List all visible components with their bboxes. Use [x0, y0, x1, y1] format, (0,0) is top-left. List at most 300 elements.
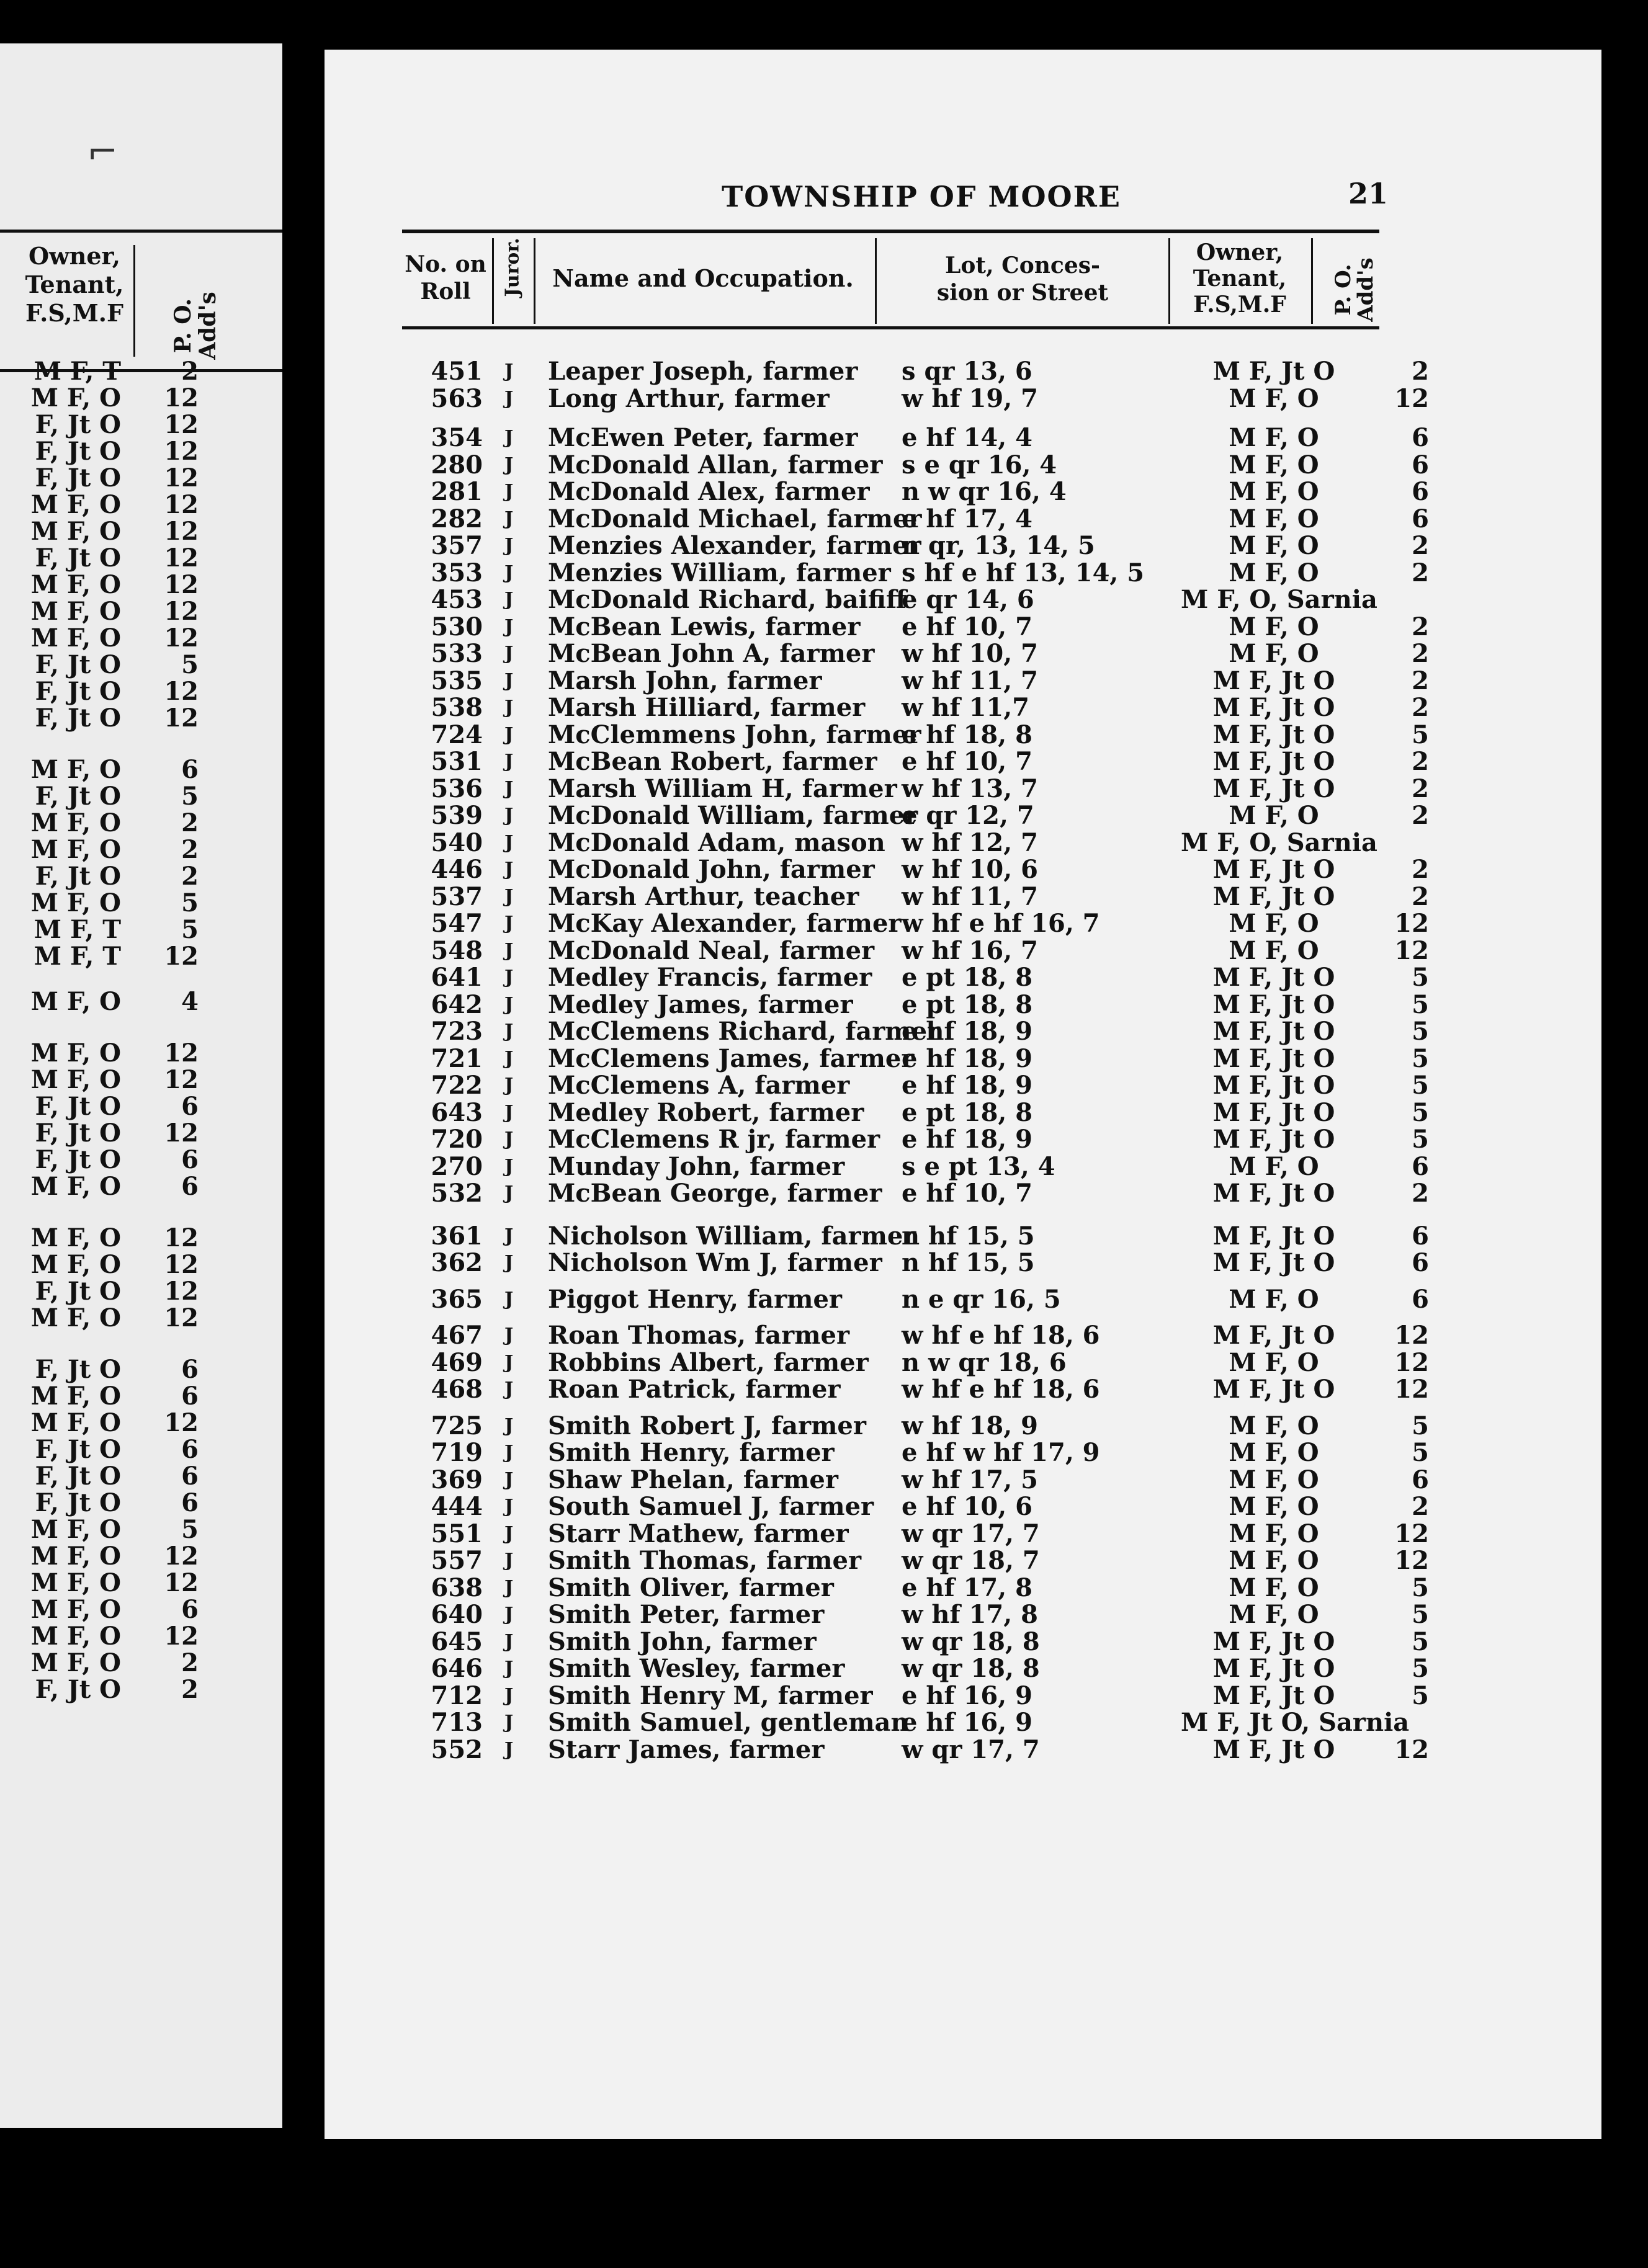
- table-row: [325, 1071, 1601, 1098]
- owner-tenant: M F, O: [1229, 1465, 1319, 1494]
- facing-page: [0, 43, 282, 2128]
- table-row: [325, 450, 1601, 478]
- table-row: [325, 963, 1601, 990]
- name-occupation: Menzies Alexander, farmer: [548, 531, 921, 560]
- roll-number: 446: [431, 855, 483, 884]
- lot-concession: n hf 15, 5: [902, 1221, 1035, 1251]
- juror-mark: J: [504, 1182, 514, 1204]
- facing-page-row: [0, 808, 282, 836]
- po-address: 5: [1412, 720, 1429, 749]
- lot-concession: n e qr 16, 5: [902, 1284, 1061, 1314]
- roll-number: 362: [431, 1248, 483, 1277]
- po-address: 12: [164, 677, 199, 706]
- lot-concession: w hf 13, 7: [902, 774, 1038, 803]
- juror-mark: J: [504, 1101, 514, 1123]
- po-address: 6: [1412, 423, 1429, 452]
- owner-status: F, Jt O: [35, 1145, 121, 1174]
- juror-mark: J: [504, 1712, 514, 1733]
- name-occupation: McClemens A, farmer: [548, 1071, 850, 1100]
- table-row: [325, 1600, 1601, 1627]
- owner-tenant: M F, Jt O: [1212, 693, 1335, 722]
- po-address: 6: [1412, 1221, 1429, 1251]
- name-occupation: McDonald Allan, farmer: [548, 450, 883, 480]
- owner-status: M F, O: [30, 1172, 121, 1201]
- po-address: 5: [181, 915, 199, 944]
- owner-status: M F, O: [30, 1595, 121, 1624]
- name-occupation: Starr James, farmer: [548, 1734, 825, 1764]
- facing-page-row: [0, 942, 282, 969]
- po-column-header: P. O. Add's: [170, 292, 221, 360]
- roll-number: 722: [431, 1071, 483, 1100]
- name-occupation: South Samuel J, farmer: [548, 1492, 874, 1521]
- po-address: 6: [181, 1145, 199, 1174]
- po-address: 2: [1412, 801, 1429, 830]
- table-row: [325, 612, 1601, 640]
- table-row: [325, 1681, 1601, 1708]
- roll-number: 548: [431, 935, 483, 965]
- name-occupation: McEwen Peter, farmer: [548, 423, 858, 452]
- facing-page-row: [0, 1038, 282, 1066]
- lot-concession: e hf 18, 9: [902, 1017, 1032, 1046]
- lot-concession: e pt 18, 8: [902, 963, 1033, 992]
- roll-number: 645: [431, 1627, 483, 1656]
- header-name-occupation: Name and Occupation.: [552, 264, 854, 292]
- table-row: [325, 720, 1601, 748]
- lot-concession: e pt 18, 8: [902, 1097, 1033, 1127]
- facing-page-row: [0, 1568, 282, 1596]
- juror-mark: J: [504, 1414, 514, 1437]
- juror-mark: J: [504, 777, 514, 800]
- owner-tenant: M F, O: [1229, 1347, 1319, 1377]
- owner-status: F, Jt O: [35, 1435, 121, 1464]
- juror-mark: J: [504, 535, 514, 556]
- page-title: TOWNSHIP OF MOORE: [722, 180, 1121, 213]
- po-address: 12: [164, 570, 199, 599]
- table-row: [325, 1546, 1601, 1573]
- owner-tenant: M F, O: [1229, 1492, 1319, 1521]
- owner-tenant: M F, Jt O: [1212, 1321, 1335, 1350]
- roll-number: 369: [431, 1465, 483, 1494]
- owner-tenant: M F, Jt O: [1212, 774, 1335, 803]
- po-address: 12: [164, 1065, 199, 1094]
- table-row: [325, 585, 1601, 612]
- pencil-mark: ⌐: [87, 130, 119, 174]
- facing-page-row: [0, 1408, 282, 1435]
- roll-number: 643: [431, 1097, 483, 1127]
- owner-status: M F, O: [30, 1542, 121, 1571]
- juror-mark: J: [504, 1047, 514, 1069]
- owner-tenant: M F, Jt O: [1212, 1097, 1335, 1127]
- juror-mark: J: [504, 1128, 514, 1150]
- roll-number: 563: [431, 383, 483, 413]
- name-occupation: Smith Samuel, gentleman: [548, 1708, 909, 1737]
- facing-page-row: [0, 1092, 282, 1119]
- owner-status: M F, O: [30, 808, 121, 837]
- juror-mark: J: [504, 1288, 514, 1310]
- facing-page-row: [0, 1542, 282, 1569]
- owner-tenant: M F, Jt O: [1212, 357, 1335, 386]
- po-address: 5: [1412, 1097, 1429, 1127]
- juror-mark: J: [504, 939, 514, 962]
- owner-tenant: M F, O: [1229, 1411, 1319, 1440]
- facing-page-row: [0, 1648, 282, 1676]
- po-address: 12: [164, 410, 199, 439]
- po-address: 6: [181, 1355, 199, 1384]
- owner-tenant: M F, O: [1229, 909, 1319, 938]
- juror-mark: J: [504, 1658, 514, 1679]
- owner-tenant: M F, Jt O: [1212, 720, 1335, 749]
- po-address: 12: [164, 703, 199, 733]
- name-occupation: McClemens R jr, farmer: [548, 1125, 880, 1154]
- lot-concession: s qr 13, 6: [902, 357, 1032, 386]
- roll-number: 552: [431, 1734, 483, 1764]
- juror-mark: J: [504, 1684, 514, 1707]
- po-address: 5: [1412, 989, 1429, 1019]
- roll-number: 557: [431, 1546, 483, 1575]
- table-row: [325, 666, 1601, 694]
- po-address: 12: [1394, 909, 1429, 938]
- owner-tenant: M F, Jt O: [1212, 1627, 1335, 1656]
- juror-mark: J: [504, 1324, 514, 1346]
- lot-concession: e hf 10, 7: [902, 1179, 1032, 1208]
- po-address: 12: [164, 1568, 199, 1597]
- po-address: 12: [1394, 1347, 1429, 1377]
- name-occupation: McClemmens John, farmer: [548, 720, 921, 749]
- owner-tenant: M F, Jt O: [1212, 1043, 1335, 1073]
- owner-status: M F, O: [30, 1038, 121, 1068]
- facing-page-row: [0, 1435, 282, 1462]
- juror-mark: J: [504, 1020, 514, 1042]
- facing-page-row: [0, 782, 282, 809]
- facing-page-row: [0, 1277, 282, 1304]
- po-address: 5: [181, 782, 199, 811]
- owner-tenant: M F, O: [1229, 612, 1319, 641]
- po-address: 5: [1412, 1600, 1429, 1629]
- facing-page-row: [0, 1355, 282, 1382]
- po-address: 5: [181, 650, 199, 679]
- facing-page-row: [0, 490, 282, 517]
- po-address: 12: [164, 1408, 199, 1437]
- lot-concession: e hf 18, 9: [902, 1043, 1032, 1073]
- po-address: 2: [1412, 612, 1429, 641]
- header-po-address: P. O. Add's: [1331, 257, 1378, 322]
- table-row: [325, 1465, 1601, 1493]
- facing-page-row: [0, 677, 282, 704]
- owner-status: M F, O: [30, 755, 121, 784]
- name-occupation: Smith Robert J, farmer: [548, 1411, 866, 1440]
- owner-status: M F, O: [30, 888, 121, 917]
- roll-number: 444: [431, 1492, 483, 1521]
- owner-tenant: M F, O: [1229, 504, 1319, 534]
- juror-mark: J: [504, 1351, 514, 1373]
- po-address: 6: [1412, 1151, 1429, 1181]
- name-occupation: McKay Alexander, farmer: [548, 909, 902, 938]
- juror-mark: J: [504, 643, 514, 664]
- po-address: 12: [164, 1303, 199, 1333]
- lot-concession: w qr 17, 7: [902, 1519, 1040, 1548]
- po-address: 12: [164, 1250, 199, 1279]
- facing-page-row: [0, 1250, 282, 1277]
- roll-number: 467: [431, 1321, 483, 1350]
- owner-status: M F, O: [30, 1223, 121, 1252]
- lot-concession: w hf e hf 18, 6: [902, 1321, 1100, 1350]
- lot-concession: w qr 18, 8: [902, 1627, 1040, 1656]
- po-address: 6: [181, 1382, 199, 1411]
- roll-number: 638: [431, 1573, 483, 1602]
- juror-mark: J: [504, 967, 514, 988]
- po-address: 6: [181, 1595, 199, 1624]
- header-juror: Juror.: [501, 238, 524, 297]
- lot-concession: s hf e hf 13, 14, 5: [902, 558, 1145, 587]
- table-row: [325, 639, 1601, 666]
- facing-page-row: [0, 1145, 282, 1172]
- owner-status: M F, O: [30, 1622, 121, 1651]
- name-occupation: McDonald Michael, farmer: [548, 504, 922, 534]
- po-address: 6: [181, 1172, 199, 1201]
- po-address: 2: [1412, 747, 1429, 776]
- juror-mark: J: [504, 589, 514, 610]
- po-address: 2: [1412, 666, 1429, 695]
- page-number: 21: [1348, 177, 1389, 210]
- name-occupation: Marsh Arthur, teacher: [548, 882, 859, 911]
- po-address: 6: [181, 755, 199, 784]
- owner-tenant: M F, Jt O: [1212, 1179, 1335, 1208]
- table-row: [325, 1627, 1601, 1654]
- po-address: 2: [1412, 855, 1429, 884]
- owner-status: M F, O: [30, 1568, 121, 1597]
- roll-number: 530: [431, 612, 483, 641]
- po-address: 12: [164, 517, 199, 546]
- owner-tenant: M F, Jt O: [1212, 989, 1335, 1019]
- po-address: 2: [1412, 357, 1429, 386]
- juror-mark: J: [504, 1738, 514, 1761]
- juror-mark: J: [504, 1550, 514, 1571]
- table-row: [325, 1519, 1601, 1547]
- owner-tenant: M F, Jt O: [1212, 1375, 1335, 1404]
- facing-page-row: [0, 410, 282, 437]
- name-occupation: Smith Henry M, farmer: [548, 1681, 873, 1710]
- name-occupation: McDonald William, farmer: [548, 801, 918, 830]
- facing-page-row: [0, 437, 282, 464]
- facing-page-row: [0, 1303, 282, 1331]
- owner-tenant: M F, O: [1229, 450, 1319, 480]
- lot-concession: w hf 17, 5: [902, 1465, 1038, 1494]
- facing-page-row: [0, 915, 282, 942]
- facing-page-row: [0, 1675, 282, 1702]
- owner-tenant: M F, Jt O: [1212, 747, 1335, 776]
- lot-concession: w hf 11, 7: [902, 666, 1038, 695]
- table-row: [325, 909, 1601, 936]
- owner-status: M F, O: [30, 1648, 121, 1677]
- facing-page-row: [0, 1382, 282, 1409]
- roll-number: 533: [431, 639, 483, 668]
- po-address: 6: [1412, 504, 1429, 534]
- lot-concession: n w qr 16, 4: [902, 477, 1067, 506]
- po-address: 2: [181, 835, 199, 864]
- juror-mark: J: [504, 913, 514, 934]
- lot-concession: w qr 18, 7: [902, 1546, 1040, 1575]
- lot-concession: e qr 14, 6: [902, 585, 1034, 614]
- owner-tenant: M F, O: [1229, 1573, 1319, 1602]
- juror-mark: J: [504, 507, 514, 530]
- owner-status: M F, O: [30, 1303, 121, 1333]
- po-address: 12: [164, 1223, 199, 1252]
- owner-tenant: M F, Jt O: [1212, 963, 1335, 992]
- po-address: 5: [181, 1515, 199, 1544]
- table-row: [325, 1375, 1601, 1402]
- owner-column-header: Owner, Tenant, F.S,M.F: [25, 242, 124, 327]
- po-address: 12: [1394, 1546, 1429, 1575]
- owner-tenant: M F, Jt O: [1212, 855, 1335, 884]
- roll-number: 713: [431, 1708, 483, 1737]
- column-rule: [133, 245, 135, 357]
- facing-page-row: [0, 1172, 282, 1199]
- lot-concession: w hf e hf 18, 6: [902, 1375, 1100, 1404]
- name-occupation: Smith Henry, farmer: [548, 1438, 835, 1467]
- lot-concession: e pt 18, 8: [902, 989, 1033, 1019]
- facing-page-row: [0, 517, 282, 544]
- owner-status: M F, O: [30, 987, 121, 1016]
- name-occupation: McBean John A, farmer: [548, 639, 875, 668]
- lot-concession: w hf 11,7: [902, 693, 1029, 722]
- owner-tenant: M F, Jt O: [1212, 1017, 1335, 1046]
- owner-tenant: M F, Jt O, Sarnia: [1181, 1708, 1410, 1737]
- lot-concession: e hf 10, 6: [902, 1492, 1032, 1521]
- lot-concession: e hf 10, 7: [902, 747, 1032, 776]
- roll-number: 723: [431, 1017, 483, 1046]
- name-occupation: Medley Robert, farmer: [548, 1097, 864, 1127]
- po-address: 12: [1394, 935, 1429, 965]
- table-row: [325, 1017, 1601, 1044]
- table-row: [325, 882, 1601, 909]
- lot-concession: e hf w hf 17, 9: [902, 1438, 1100, 1467]
- lot-concession: w qr 18, 8: [902, 1654, 1040, 1683]
- po-address: 2: [181, 1675, 199, 1704]
- name-occupation: Nicholson Wm J, farmer: [548, 1248, 882, 1277]
- po-address: 12: [164, 942, 199, 971]
- lot-concession: w hf 12, 7: [902, 828, 1038, 857]
- owner-status: F, Jt O: [35, 1277, 121, 1306]
- juror-mark: J: [504, 1442, 514, 1463]
- name-occupation: Smith Thomas, farmer: [548, 1546, 862, 1575]
- po-address: 12: [164, 490, 199, 519]
- facing-page-row: [0, 1515, 282, 1542]
- name-occupation: McDonald Alex, farmer: [548, 477, 870, 506]
- lot-concession: w qr 17, 7: [902, 1734, 1040, 1764]
- facing-page-row: [0, 570, 282, 597]
- name-occupation: McDonald Neal, farmer: [548, 935, 875, 965]
- owner-status: F, Jt O: [35, 1488, 121, 1517]
- owner-tenant: M F, O, Sarnia: [1181, 585, 1377, 614]
- juror-mark: J: [504, 669, 514, 692]
- po-address: 5: [1412, 1017, 1429, 1046]
- roll-number: 646: [431, 1654, 483, 1683]
- owner-tenant: M F, Jt O: [1212, 1681, 1335, 1710]
- table-row: [325, 423, 1601, 450]
- owner-status: F, Jt O: [35, 463, 121, 493]
- po-address: 2: [181, 862, 199, 891]
- name-occupation: Robbins Albert, farmer: [548, 1347, 869, 1377]
- name-occupation: McClemens Richard, farmer: [548, 1017, 941, 1046]
- table-header: [402, 230, 1379, 329]
- owner-status: F, Jt O: [35, 1118, 121, 1148]
- owner-tenant: M F, O: [1229, 531, 1319, 560]
- facing-page-header: [0, 230, 282, 372]
- table-row: [325, 1411, 1601, 1439]
- header-no-on-roll: No. on Roll: [405, 251, 486, 305]
- name-occupation: Smith Wesley, farmer: [548, 1654, 845, 1683]
- facing-page-row: [0, 1595, 282, 1622]
- table-row: [325, 1708, 1601, 1735]
- name-occupation: McDonald Adam, mason: [548, 828, 885, 857]
- juror-mark: J: [504, 453, 514, 476]
- po-address: 5: [1412, 1125, 1429, 1154]
- roll-number: 531: [431, 747, 483, 776]
- roll-number: 720: [431, 1125, 483, 1154]
- facing-page-row: [0, 383, 282, 411]
- owner-status: F, Jt O: [35, 677, 121, 706]
- name-occupation: Marsh Hilliard, farmer: [548, 693, 866, 722]
- owner-tenant: M F, Jt O: [1212, 1734, 1335, 1764]
- lot-concession: w hf 17, 8: [902, 1600, 1038, 1629]
- roll-number: 270: [431, 1151, 483, 1181]
- owner-status: M F, O: [30, 597, 121, 626]
- table-row: [325, 990, 1601, 1017]
- table-row: [325, 1321, 1601, 1348]
- facing-page-row: [0, 357, 282, 384]
- po-address: 12: [164, 1622, 199, 1651]
- po-address: 12: [164, 623, 199, 653]
- table-row: [325, 1735, 1601, 1762]
- po-address: 6: [1412, 1284, 1429, 1314]
- roll-number: 469: [431, 1347, 483, 1377]
- po-address: 5: [1412, 963, 1429, 992]
- roll-number: 280: [431, 450, 483, 480]
- facing-page-row: [0, 1462, 282, 1489]
- po-address: 2: [1412, 639, 1429, 668]
- juror-mark: J: [504, 805, 514, 826]
- po-address: 12: [164, 437, 199, 466]
- roll-number: 453: [431, 585, 483, 614]
- main-page: [325, 50, 1601, 2139]
- table-row: [325, 936, 1601, 963]
- lot-concession: w hf 18, 9: [902, 1411, 1038, 1440]
- name-occupation: McDonald John, farmer: [548, 855, 875, 884]
- juror-mark: J: [504, 859, 514, 880]
- po-address: 2: [181, 1648, 199, 1677]
- roll-number: 361: [431, 1221, 483, 1251]
- po-address: 6: [181, 1435, 199, 1464]
- owner-tenant: M F, O: [1229, 383, 1319, 413]
- table-row: [325, 1044, 1601, 1071]
- lot-concession: e hf 18, 9: [902, 1071, 1032, 1100]
- owner-tenant: M F, O: [1229, 558, 1319, 587]
- roll-number: 354: [431, 423, 483, 452]
- juror-mark: J: [504, 751, 514, 772]
- juror-mark: J: [504, 885, 514, 908]
- lot-concession: e hf 16, 9: [902, 1681, 1032, 1710]
- po-address: 6: [1412, 477, 1429, 506]
- roll-number: 642: [431, 989, 483, 1019]
- juror-mark: J: [504, 1604, 514, 1625]
- owner-status: F, Jt O: [35, 862, 121, 891]
- po-address: 6: [1412, 1465, 1429, 1494]
- juror-mark: J: [504, 1576, 514, 1599]
- facing-page-row: [0, 862, 282, 889]
- owner-status: F, Jt O: [35, 1675, 121, 1704]
- table-row: [325, 1098, 1601, 1125]
- table-row: [325, 828, 1601, 855]
